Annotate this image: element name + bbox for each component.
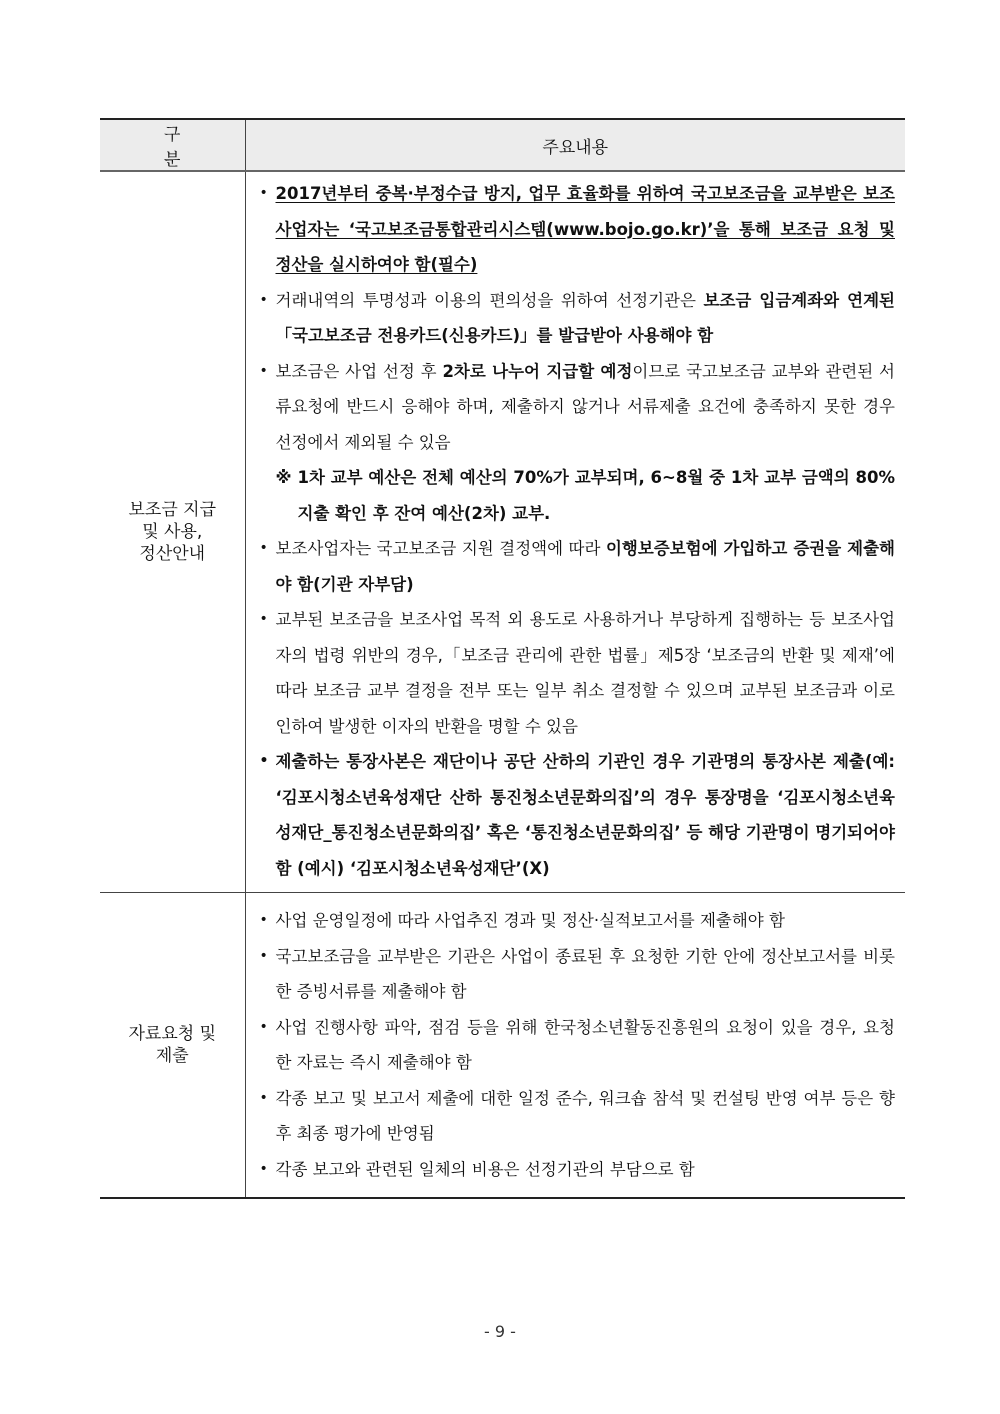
- table-header-row: [100, 119, 905, 171]
- row-category: [100, 893, 245, 1199]
- page-number: - 9 -: [484, 1322, 516, 1341]
- category-line: 자료요청 및 제출: [128, 1024, 216, 1066]
- table-row: [100, 893, 905, 1199]
- category-line: 보조금 지급 및 사용, 정산안내: [128, 500, 216, 564]
- list-item: • 각종 보고 및 보고서 제출에 대한 일정 준수, 워크숍 참석 및 컨설팅 반영 여부 등은 향후 최종 평가에 반영됨: [258, 1081, 896, 1152]
- list-item: • 각종 보고와 관련된 일체의 비용은 선정기관의 부담으로 함: [258, 1152, 896, 1188]
- list-item: • 거래내역의 투명성과 이용의 편의성을 위하여 선정기관은 보조금 입금계좌와 연계된「국고보조금 전용카드(신용카드)」를 발급받아 사용해야 함: [258, 283, 896, 354]
- row-category: [100, 171, 245, 893]
- list-item: [258, 176, 896, 283]
- header-content: 주요내용: [245, 119, 905, 171]
- item-text: 2017년부터 중복·부정수급 방지, 업무 효율화를 위하여 국고보조금을 교부받은 보조사업자는 ‘국고보조금통합관리시스템(www.bojo.go.kr)’을 통해 보조금 요청 및 정산을 실시하여야 함(필수): [275, 184, 895, 274]
- info-table: [100, 118, 905, 1199]
- row-content: [245, 171, 905, 893]
- list-item: • 보조금은 사업 선정 후 2차로 나누어 지급할 예정이므로 국고보조금 교부와 관련된 서류요청에 반드시 응해야 하며, 제출하지 않거나 서류제출 요건에 충족하지 못한 경우 선정에서 제외될 수 있음: [258, 354, 896, 461]
- table-row: [100, 171, 905, 893]
- note-item: ※ 1차 교부 예산은 전체 예산의 70%가 교부되며, 6~8월 중 1차 교부 금액의 80% 지출 확인 후 잔여 예산(2차) 교부.: [275, 468, 895, 523]
- list-item: • 사업 진행사항 파악, 점검 등을 위해 한국청소년활동진흥원의 요청이 있을 경우, 요청한 자료는 즉시 제출해야 함: [258, 1010, 896, 1081]
- list-item: • 사업 운영일정에 따라 사업추진 경과 및 정산·실적보고서를 제출해야 함: [258, 903, 896, 939]
- content-list: [258, 176, 896, 886]
- list-item: • 보조사업자는 국고보조금 지원 결정액에 따라 이행보증보험에 가입하고 증권을 제출해야 함(기관 자부담): [258, 531, 896, 602]
- list-item: • 국고보조금을 교부받은 기관은 사업이 종료된 후 요청한 기한 안에 정산보고서를 비롯한 증빙서류를 제출해야 함: [258, 939, 896, 1010]
- content-list: [258, 903, 896, 1187]
- header-category: 구 분: [100, 119, 245, 171]
- list-item: • 교부된 보조금을 보조사업 목적 외 용도로 사용하거나 부당하게 집행하는 등 보조사업자의 법령 위반의 경우,「보조금 관리에 관한 법률」제5장 ‘보조금의 반환 및 제재’에 따라 보조금 교부 결정을 전부 또는 일부 취소 결정할 수 있으며 교부된 보조금과 이로 인하여 발생한 이자의 반환을 명할 수 있음: [258, 602, 896, 744]
- row-content: [245, 893, 905, 1199]
- list-item: • 제출하는 통장사본은 재단이나 공단 산하의 기관인 경우 기관명의 통장사본 제출(예: ‘김포시청소년육성재단 산하 통진청소년문화의집’의 경우 통장명을 ‘김포시청소년육성재단_통진청소년문화의집’ 혹은 ‘통진청소년문화의집’ 등 해당 기관명이 명기되어야 함 (예시) ‘김포시청소년육성재단’(X): [258, 744, 896, 886]
